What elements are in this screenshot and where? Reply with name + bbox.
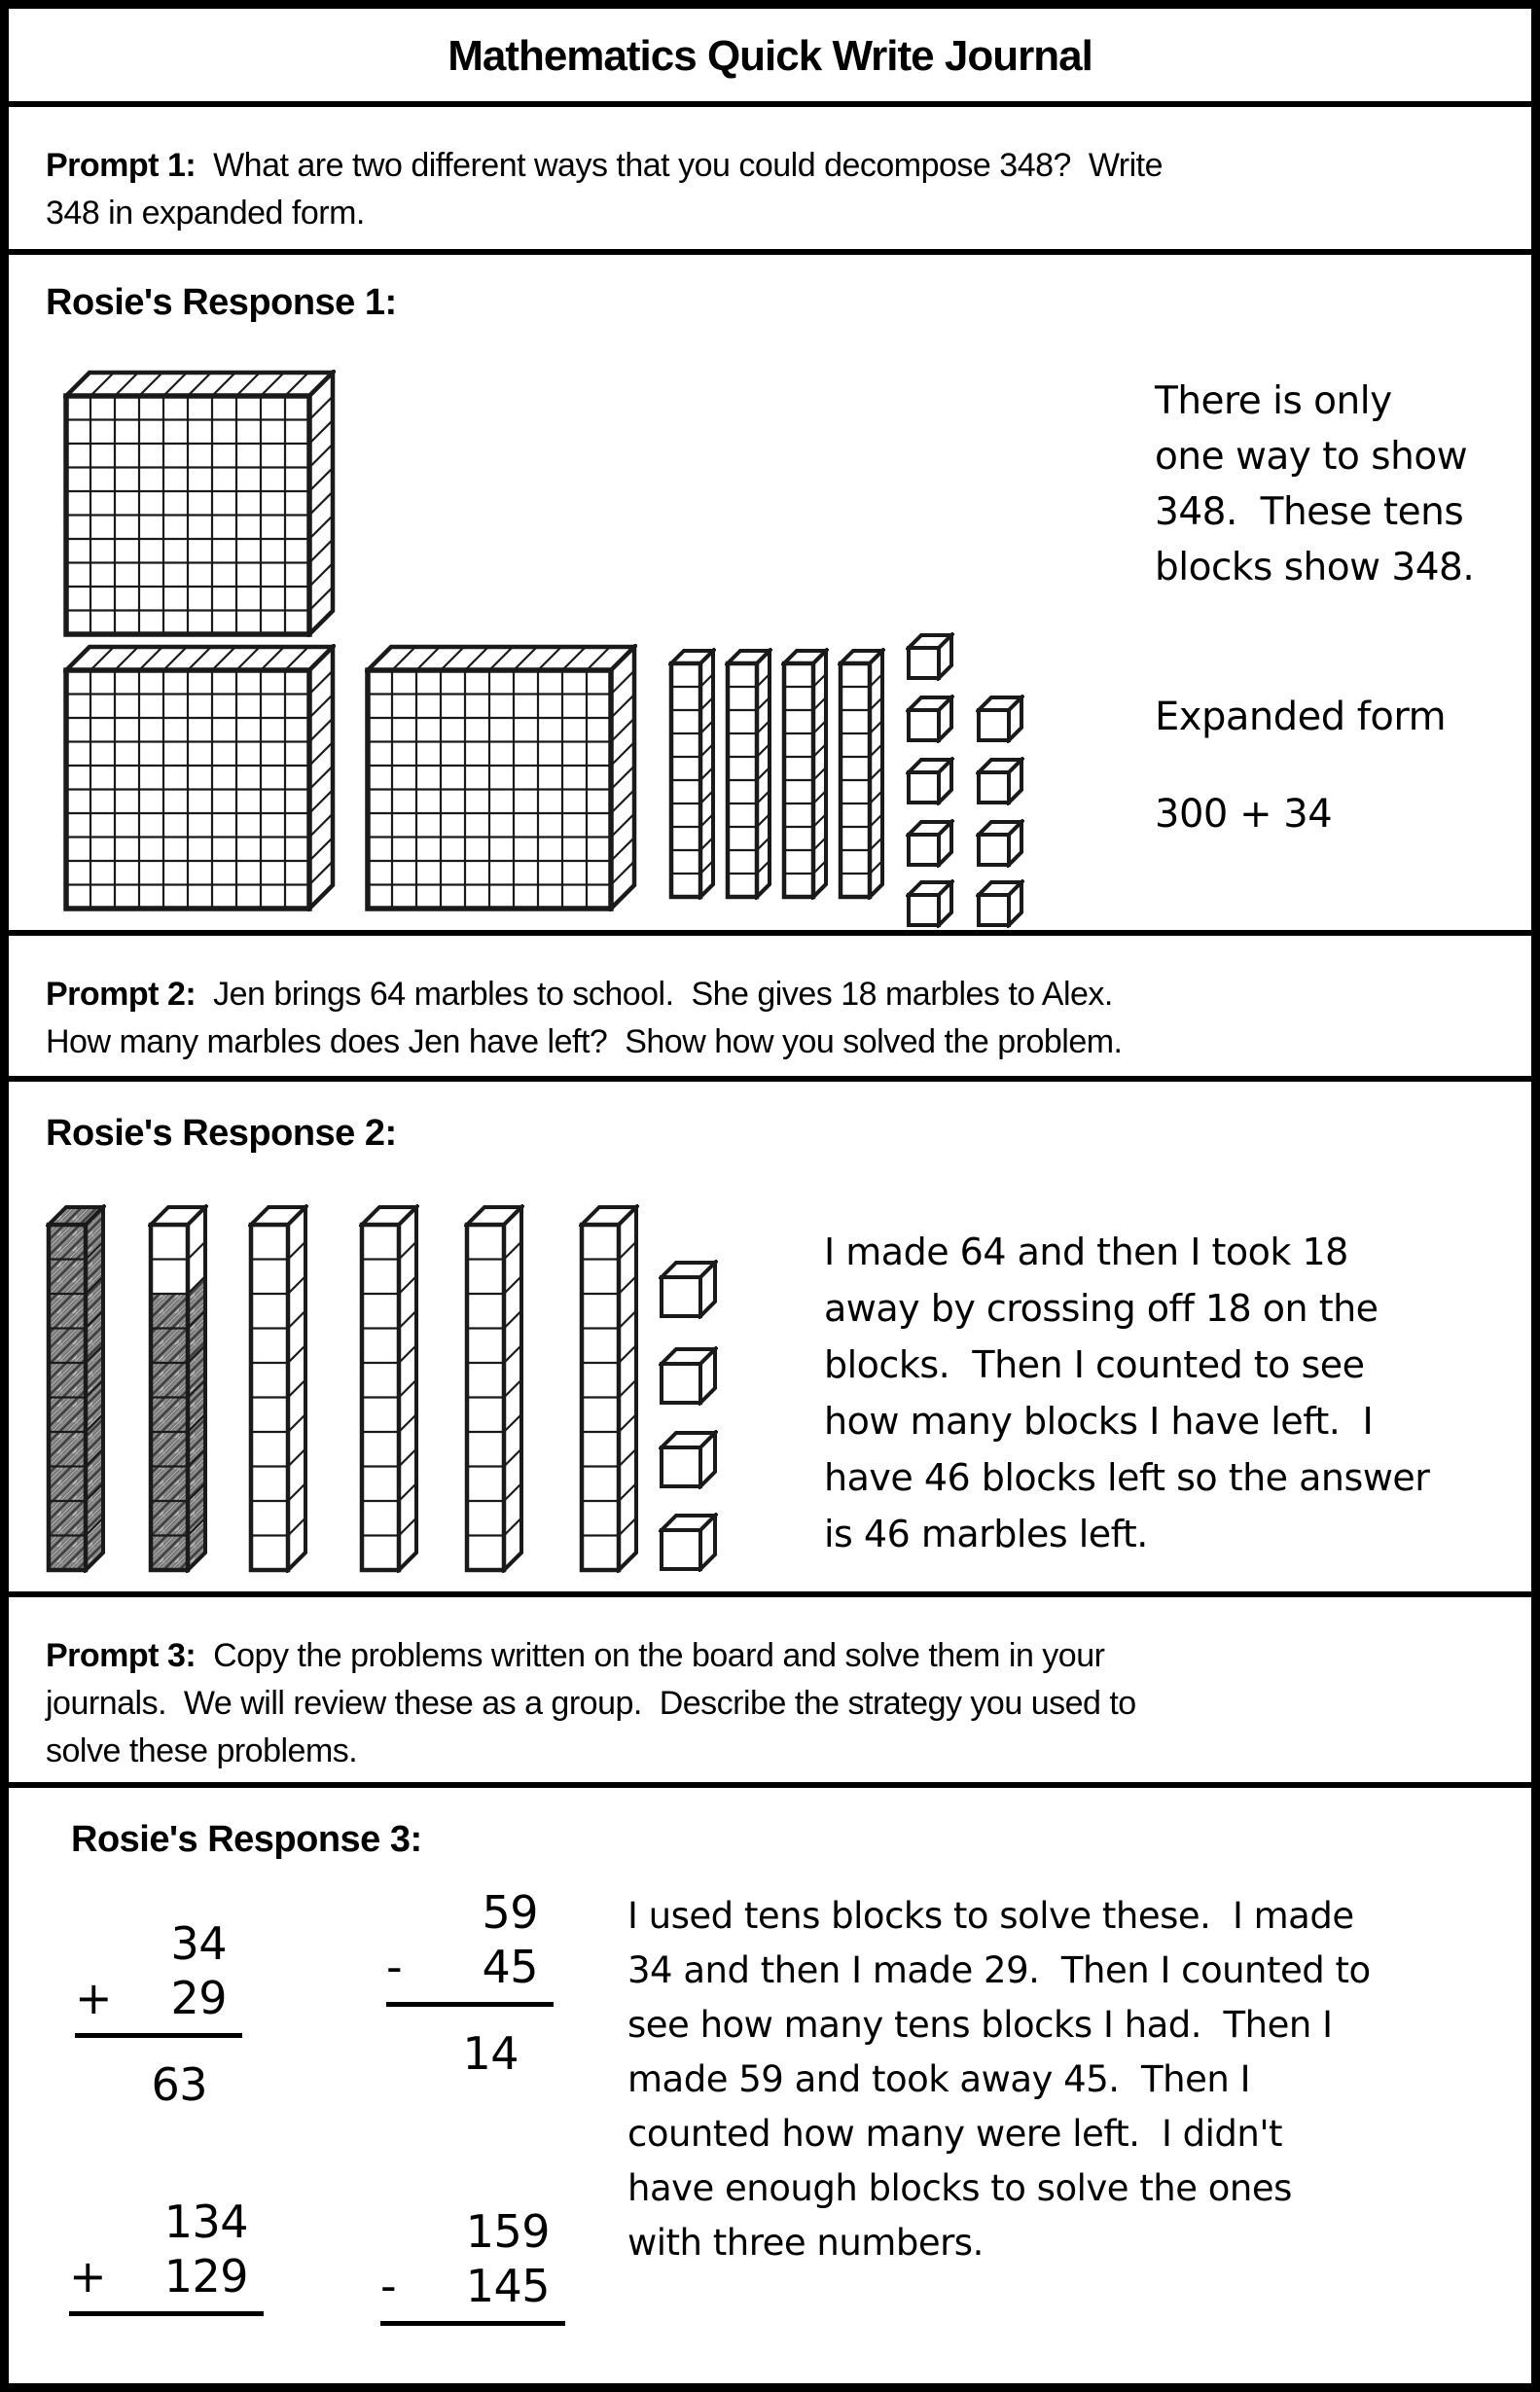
math-problem: [386, 1885, 554, 2081]
handwritten-line: 34 and then I made 29. Then I counted to: [627, 1949, 1371, 1991]
response-1-note: [1155, 374, 1474, 595]
prompt-1-text: [9, 107, 1531, 237]
ones-cube-icon: [906, 819, 954, 868]
handwritten-line: have enough blocks to solve the ones: [627, 2167, 1292, 2209]
ones-cube-icon: [976, 695, 1024, 743]
prompt-1-line-2: 348 in expanded form.: [46, 195, 365, 232]
prompt-2-text: [9, 936, 1531, 1066]
prompt-1-line-1: What are two different ways that you could decompose 348? Write: [196, 147, 1164, 184]
hundreds-flat-icon: [365, 644, 637, 911]
tens-rod-crossed-icon: [46, 1204, 106, 1573]
problem-operator-row: [75, 1971, 242, 2025]
prompt-3-text: [9, 1597, 1531, 1775]
prompt-2-label: Prompt 2:: [46, 976, 197, 1013]
prompt-3-line-3: solve these problems.: [46, 1732, 358, 1769]
title-section: [9, 9, 1531, 107]
handwritten-line: I made 64 and then I took 18: [824, 1231, 1348, 1273]
expanded-form-label: Expanded form: [1155, 695, 1447, 739]
problem-operator-row: [386, 1940, 554, 1994]
tens-rod-icon: [781, 648, 829, 900]
prompt-3-label: Prompt 3:: [46, 1637, 197, 1674]
response-1-section: [9, 255, 1531, 936]
response-1-heading: Rosie's Response 1:: [46, 282, 397, 323]
ones-cube-icon: [976, 879, 1024, 928]
response-2-section: [9, 1082, 1531, 1597]
equals-rule: [75, 2033, 242, 2038]
ones-cube-icon: [976, 819, 1024, 868]
prompt-line: [46, 142, 1492, 190]
prompt-1-label: Prompt 1:: [46, 147, 197, 184]
hundreds-flat-icon: [63, 644, 336, 911]
tens-rod-icon: [725, 648, 772, 900]
tens-rod-icon: [579, 1204, 639, 1573]
page-title: Mathematics Quick Write Journal: [448, 32, 1092, 80]
prompt-2-section: [9, 936, 1531, 1082]
handwritten-line: made 59 and took away 45. Then I: [627, 2058, 1250, 2100]
handwritten-line: away by crossing off 18 on the: [824, 1287, 1379, 1330]
operator-sign: -: [380, 2260, 397, 2312]
problem-operator-row: [380, 2259, 565, 2313]
hundreds-flat-icon: [63, 370, 336, 637]
handwritten-line: one way to show: [1155, 435, 1468, 479]
response-2-heading: Rosie's Response 2:: [46, 1113, 397, 1154]
equals-rule: [380, 2321, 565, 2326]
handwritten-line: counted how many were left. I didn't: [627, 2113, 1283, 2155]
ones-cube-icon: [659, 1260, 718, 1319]
expanded-form-value: 300 + 34: [1155, 792, 1333, 837]
ones-cube-icon: [906, 757, 954, 805]
handwritten-line: with three numbers.: [627, 2222, 984, 2264]
math-problem: [75, 1916, 242, 2112]
operator-sign: -: [386, 1941, 403, 1993]
prompt-1-section: [9, 107, 1531, 255]
problem-top-number: 159: [465, 2205, 550, 2258]
handwritten-line: is 46 marbles left.: [824, 1513, 1148, 1555]
handwritten-line: I used tens blocks to solve these. I made: [627, 1895, 1354, 1937]
response-3-heading: Rosie's Response 3:: [71, 1819, 422, 1860]
ones-cube-icon: [659, 1513, 718, 1572]
handwritten-line: see how many tens blocks I had. Then I: [627, 2004, 1333, 2046]
handwritten-line: blocks. Then I counted to see: [824, 1343, 1365, 1386]
tens-rod-crossed-icon: [148, 1204, 208, 1573]
ones-cube-icon: [906, 879, 954, 928]
ones-cube-icon: [659, 1430, 718, 1489]
math-problem: [380, 2204, 565, 2326]
problem-top-number: 34: [170, 1917, 227, 1970]
response-2-note: [824, 1224, 1429, 1562]
ones-cube-icon: [906, 695, 954, 743]
handwritten-line: how many blocks I have left. I: [824, 1400, 1374, 1443]
tens-rod-icon: [838, 648, 885, 900]
equals-rule: [69, 2311, 264, 2316]
prompt-2-line-1: Jen brings 64 marbles to school. She gives 18 marbles to Alex.: [196, 976, 1113, 1013]
equals-rule: [386, 2002, 554, 2007]
problem-operator-row: [69, 2249, 264, 2303]
prompt-3-line-1: Copy the problems written on the board and solve them in your: [196, 1637, 1105, 1674]
problem-answer: 14: [462, 2027, 519, 2080]
handwritten-line: blocks show 348.: [1155, 546, 1475, 589]
prompt-line: [46, 971, 1492, 1018]
operator-sign: +: [69, 2250, 107, 2303]
math-problem: [69, 2195, 264, 2316]
tens-rod-icon: [668, 648, 716, 900]
problem-bottom-number: 45: [482, 1941, 538, 1993]
ones-cube-icon: [659, 1346, 718, 1406]
problem-top-number: 134: [163, 2196, 248, 2248]
ones-cube-icon: [976, 757, 1024, 805]
problem-bottom-number: 145: [465, 2260, 550, 2312]
problem-top-number: 59: [482, 1886, 538, 1939]
ones-cube-icon: [906, 632, 954, 681]
prompt-2-line-2: How many marbles does Jen have left? Show how you solved the problem.: [46, 1023, 1123, 1060]
handwritten-line: 348. These tens: [1155, 490, 1464, 534]
handwritten-line: There is only: [1155, 379, 1392, 423]
handwritten-line: have 46 blocks left so the answer: [824, 1456, 1430, 1499]
problem-bottom-number: 29: [170, 1972, 227, 2024]
problem-answer: 63: [151, 2058, 207, 2111]
response-3-section: [9, 1788, 1531, 2383]
prompt-line: [46, 1632, 1492, 1680]
prompt-3-section: [9, 1597, 1531, 1788]
problem-bottom-number: 129: [163, 2250, 248, 2303]
tens-rod-icon: [359, 1204, 419, 1573]
operator-sign: +: [75, 1972, 113, 2024]
tens-rod-icon: [248, 1204, 308, 1573]
tens-rod-icon: [464, 1204, 524, 1573]
response-3-note: [627, 1889, 1371, 2270]
prompt-3-line-2: journals. We will review these as a group. Describe the strategy you used to: [46, 1685, 1136, 1722]
